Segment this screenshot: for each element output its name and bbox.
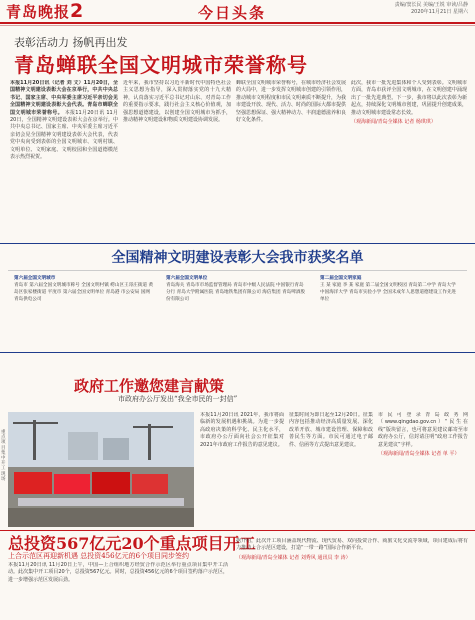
article2-column-2	[289, 412, 373, 528]
awards-column-2	[166, 275, 306, 349]
masthead-rule	[0, 22, 475, 24]
article1-column-2	[123, 80, 231, 240]
article3-col1-text: 本报11月20日讯 11月20日上午，中国—上合组织地方经贸合作示范区举行重点项目集中开工活动。此次集中开工项目20个，总投资567亿元。同时，总投资456亿元的6个项目签约落户示范区，进一步增强示范区发展后劲。	[8, 562, 228, 583]
article3-column-1	[8, 562, 228, 618]
article2-col3-text: 市民可登录青岛政务网（www.qingdao.gov.cn）“民生在线”版块留言，也可将意见建议邮寄至市政府办公厅，信封请注明“政府工作报告意见建议”字样。	[378, 412, 468, 448]
page-number: 2	[70, 0, 84, 22]
article2-column-3	[378, 412, 468, 528]
article1-column-3	[236, 80, 346, 240]
article3-headline: 总投资567亿元20个重点项目开工	[8, 534, 256, 553]
article2-credit: （观海新闻/青岛全媒体 记者 单 平）	[378, 451, 460, 458]
awards-col1-text: 青岛市 第六届全国文明城市称号 全国文明村镇 崂山区王哥庄街道 黄岛区张家楼街道 平度市 第六届全国文明单位 青岛港 市公安局 国网青岛供电公司	[14, 283, 154, 302]
awards-list	[8, 270, 467, 351]
article1-col3-text: 蝉联全国文明城市荣誉称号，在城市经济社会发展的大局中，进一步发挥文明城市创建的引领作用，推动城市文明程度和市民文明素质不断提升，为我市建设开放、现代、活力、时尚的国际大都市提供坚强思想保证、强大精神动力、丰润道德滋养和良好文化条件。	[236, 80, 346, 124]
newspaper-logo: 青岛晚报	[6, 3, 71, 21]
awards-column-1	[14, 275, 154, 349]
awards-col3-text: 王 某 家庭 李 某 家庭 第二届全国文明校园 青岛第二中学 青岛大学 中国海洋大学 青岛市实验小学 全国未成年人思想道德建设工作先进单位	[320, 283, 457, 302]
article2-col1-text: 本报11月20日讯 2021年，我市将面临新的发展机遇和挑战。为进一步提高政府决策的科学化、民主化水平，市政府办公厅面向社会公开征集对2021年市政府工作报告的意见建议。	[200, 412, 284, 448]
article1-column-1	[10, 80, 118, 240]
photo-vertical-caption: 重点项目集中开工现场	[1, 430, 6, 482]
article1-kicker: 表彰活动力 扬帆再出发	[14, 36, 128, 49]
masthead-rule-thin	[0, 25, 475, 26]
article2-col2-text: 征集时间为即日起至12月20日。征集内容包括推动经济高质量发展、深化改革开放、城市建设管理、保障和改善民生等方面。市民可通过电子邮件、信函等方式提出意见建议。	[289, 412, 373, 448]
awards-col3-title: 第二届全国文明家庭	[320, 276, 362, 281]
awards-column-3	[320, 275, 460, 349]
date-line: 2020年11月21日 星期六	[410, 9, 468, 15]
photo-illustration	[8, 412, 194, 527]
article1-headline: 青岛蝉联全国文明城市荣誉称号	[14, 53, 308, 77]
awards-col1-title: 第六届全国文明城市	[14, 276, 56, 281]
page-meta	[372, 2, 468, 16]
construction-photo	[8, 412, 194, 527]
awards-rule-top	[0, 243, 475, 244]
article1-col1-text: 本报11月20日讯 11月20日，全国精神文明建设表彰大会在京举行。中共中央总书记、国家主席、中央军委主席习近平亲切会见全国精神文明建设表彰大会代表，代表党中央向受到表彰的全国文明城市、文明村镇、文明单位、文明家庭、文明校园和全国道德模范表示热烈祝贺。	[10, 109, 118, 161]
awards-col2-title: 第六届全国文明单位	[166, 276, 208, 281]
section-title: 今日头条	[198, 4, 267, 22]
editor-line: 责编/窦长民 美编/王锐 审读/吕静	[394, 2, 468, 8]
article1-col4-text: 此次，我市一批先进集体和个人受到表彰。文明城市方面，青岛市获评全国文明城市，在文明创建中涌现出了一批先进典型。下一步，我市将以此次表彰为新起点，持续深化文明城市创建，巩固提升创建成果，推动文明城市建设常态长效。	[351, 80, 467, 116]
article2-column-1	[200, 412, 284, 528]
article3-credit: （观海新闻/青岛全媒体 记者 刘秀风 通讯员 李 涛）	[236, 554, 351, 561]
article1-lead: 本报11月20日讯（记者 刘 文）11月20日，全国精神文明建设表彰大会在京举行，中共中央总书记、国家主席、中央军委主席习近平亲切会见全国精神文明建设表彰大会代表。青岛市蝉联全国文明城市荣誉称号。	[10, 80, 118, 116]
awards-rule-bottom	[0, 352, 475, 353]
article2-subhead: 市政府办公厅发出“我全市民的一封信”	[118, 395, 238, 403]
article3-subhead: 上合示范区再迎新机遇 总投资456亿元的6个项目同步签约	[8, 552, 190, 560]
masthead	[0, 0, 475, 22]
article1-column-4	[351, 80, 467, 240]
article1-col2-text: 近年来，我市坚持以习近平新时代中国特色社会主义思想为指导，深入贯彻落实党的十九大精神，认真落实习近平总书记对山东、对青岛工作的重要指示要求，践行社会主义核心价值观，加强思想道德建设，以创建全国文明城市为抓手，推动精神文明建设和物质文明建设协调发展。	[123, 80, 231, 124]
awards-col2-text: 青岛海关 青岛市市场监督管理局 青岛市中级人民法院 中国银行青岛分行 青岛大学附属医院 青岛地铁集团有限公司 海信集团 青岛啤酒股份有限公司	[166, 283, 306, 302]
article3-col2-text: 据介绍，此次开工项目涵盖现代物流、现代贸易、双向投资合作、商旅文化交流等领域，项目建成后将有力推动上合示范区建设，打造“一带一路”国际合作新平台。	[236, 538, 468, 552]
awards-banner: 全国精神文明建设表彰大会我市获奖名单	[111, 250, 364, 266]
article1-credit: （观海新闻/青岛全媒体 记者 杨琪琪）	[351, 119, 436, 126]
article2-headline: 政府工作邀您建言献策	[74, 377, 225, 395]
article3-column-2	[236, 538, 468, 618]
